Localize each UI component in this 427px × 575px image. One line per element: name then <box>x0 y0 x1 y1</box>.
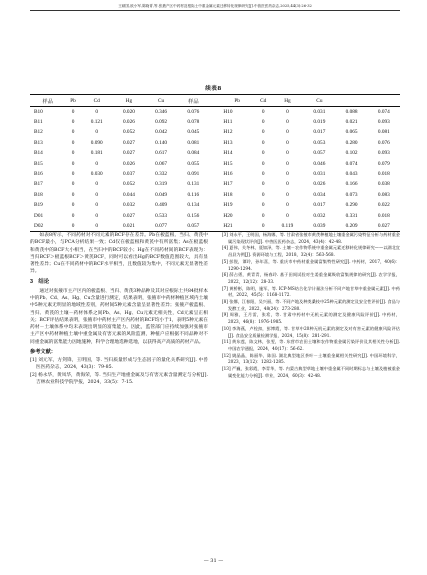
column-gap <box>209 107 219 117</box>
value-cell: 0.032 <box>122 202 135 209</box>
value-cell: 0.021 <box>122 222 135 229</box>
value-cell: 0.140 <box>155 139 168 146</box>
sample-id-cell: B14 <box>34 150 43 157</box>
sample-id-cell: H17 <box>223 181 233 188</box>
value-cell: 0.026 <box>122 160 135 167</box>
value-cell: 0.067 <box>155 160 168 167</box>
right-column <box>222 232 400 379</box>
value-cell: 0 <box>71 212 75 219</box>
column-gap <box>209 210 219 220</box>
value-cell: 0.078 <box>187 119 200 126</box>
column-gap <box>209 95 219 107</box>
reference-item: [6] 薛占勇，黄青青，杨春玲. 基于田间试验对生姜重金属吸收富集规律的研究[J]. 农学学报，2022，12(12)：28-33. <box>222 272 400 284</box>
value-cell: 0.074 <box>377 108 390 115</box>
value-cell: 0 <box>261 202 265 209</box>
value-cell: 0.046 <box>313 160 326 167</box>
value-cell: 0 <box>71 181 75 188</box>
sample-id-cell: B18 <box>34 191 43 198</box>
value-cell: 0 <box>71 171 75 178</box>
value-cell: 0.116 <box>187 191 200 198</box>
value-cell: 0 <box>261 150 265 157</box>
value-cell: 0.034 <box>313 191 326 198</box>
value-cell: 0 <box>286 119 289 126</box>
value-cell: 0 <box>286 150 289 157</box>
conclusion-paragraph: 通过对张掖市主产区内的板蓝根、当归、黄芪3种品种及其对应根际土共84批样本中的Pb、Cd、As、Hg、Cu含量进行测定，结果表明，张掖市中药材种植区域内土壤中5种元素无明显的地域性差别，药材间5种元素含量呈显著性差异；张掖产板蓝根、当归、黄芪的土壤－药材体系之间Pb、As、Hg、Cu元素无相关性，Cd元素呈正相关；BCF评估结果表明，张掖市中药材主产区内药材的BCF均小于1，表明5种元素在药材－土壤体系中均未表现出明显的富集能力。因此，监管部门应持续加强对张掖市主产区中药材种植土壤中重金属及有害元素的风险监测，种植户应根据不同品种对不同重金属的富集能力因地施种，科学合理地选种选地，以获得高产高质的药材产品。 <box>30 288 208 345</box>
value-cell: 0.031 <box>313 108 326 115</box>
value-cell: 0.065 <box>345 129 358 136</box>
column-gap <box>209 117 219 127</box>
reference-item: [5] 彭锐，谭玲，孙年喜，等. 重庆市中药材重金属富集特性研究[J]. 中药材，2017，40(6)：1290-1294. <box>222 258 400 271</box>
value-cell: 0.280 <box>345 139 358 146</box>
value-cell: 0.090 <box>90 139 103 146</box>
value-cell: 0.092 <box>155 119 168 126</box>
value-cell: 0.052 <box>122 181 135 188</box>
data-table <box>30 94 400 232</box>
sample-id-cell: H18 <box>223 191 233 198</box>
left-column <box>30 232 208 386</box>
sample-id-cell: D02 <box>34 222 44 229</box>
value-cell: 0 <box>261 119 265 126</box>
value-cell: 0 <box>286 191 289 198</box>
value-cell: 0 <box>286 129 289 136</box>
header-cell: Cd <box>93 97 100 104</box>
table-row <box>30 200 400 210</box>
sample-id-cell: B19 <box>34 202 43 209</box>
value-cell: 0.102 <box>345 150 358 157</box>
table-row <box>30 190 400 200</box>
value-cell: 0 <box>261 222 265 229</box>
value-cell: 0.018 <box>377 171 390 178</box>
value-cell: 0.076 <box>377 139 390 146</box>
reference-item: [13] 严巍，张彩霞，李青华，等. 内蒙古典型草地土壤中重金属不同时期标志与土壤及植被重金属变化能力分析[J]. 草业，2024，60(3)：42-48. <box>222 366 400 378</box>
column-gap <box>209 169 219 179</box>
header-cell: Cd <box>260 97 267 104</box>
value-cell: 0 <box>286 160 289 167</box>
value-cell: 0 <box>261 212 265 219</box>
value-cell: 0.166 <box>345 181 358 188</box>
sample-id-cell: H20 <box>223 212 233 219</box>
sample-id-cell: H10 <box>223 108 233 115</box>
header-cell: Hg <box>125 97 133 104</box>
value-cell: 0.156 <box>187 212 200 219</box>
value-cell: 0 <box>286 202 289 209</box>
value-cell: 0.053 <box>313 139 326 146</box>
value-cell: 0 <box>95 212 99 219</box>
reference-item: [2] 杨永华，黄凤华，黄海荣，等. 当归生产地重金属及与有害元素含量测定与分析[J]. 吉林农业科技学院学报，2024，33(5)：7-15. <box>30 372 208 385</box>
column-gap <box>209 221 219 231</box>
value-cell: 0 <box>71 222 75 229</box>
reference-item: [3] 刘永平，王明国，杨海娜，等. 甘肃省张掖市黄芪种植地土壤重金属污染特征分析与药材重金属污染现状评价[J]. 中兽医医药杂志，2024，43(4)：42-48. <box>222 232 400 244</box>
value-cell: 0.181 <box>90 150 103 157</box>
column-gap <box>209 138 219 148</box>
reference-item: [7] 黄桥彬，陈明，施军，等. ICP-MS结合化学计量法分析不同产地甘草中重金属元素[J]. 中药材，2022，45(5)：1168-1172. <box>222 285 400 298</box>
table-row <box>30 148 400 158</box>
value-cell: 0.042 <box>155 129 168 136</box>
value-cell: 0.533 <box>155 212 168 219</box>
value-cell: 0.091 <box>187 171 200 178</box>
value-cell: 0.081 <box>377 129 390 136</box>
value-cell: 0.017 <box>313 129 326 136</box>
value-cell: 0.052 <box>122 129 135 136</box>
table-row <box>30 221 400 231</box>
value-cell: 0.038 <box>377 181 390 188</box>
value-cell: 0.077 <box>155 222 168 229</box>
references-list-right <box>222 232 400 379</box>
table-header-row <box>30 95 400 107</box>
value-cell: 0.019 <box>313 119 326 126</box>
header-citation: 王硕国,欧小军,陈晓青,等.张掖产区中药材及根际土中重金属元素迁移转化规律研究[J].中兽医医药杂志,2025,44(3):26-32 <box>118 4 312 8</box>
value-cell: 0 <box>286 108 289 115</box>
value-cell: 0 <box>261 108 265 115</box>
value-cell: 0 <box>261 160 265 167</box>
header-cell: Pb <box>70 97 76 104</box>
value-cell: 0.055 <box>187 160 200 167</box>
value-cell: 0.081 <box>187 139 200 146</box>
sample-id-cell: B12 <box>34 129 43 136</box>
sample-id-cell: H14 <box>223 150 233 157</box>
value-cell: 0.290 <box>345 202 358 209</box>
column-gap <box>209 158 219 168</box>
value-cell: 0 <box>261 181 265 188</box>
table-row <box>30 117 400 127</box>
value-cell: 0 <box>95 202 99 209</box>
value-cell: 0.057 <box>187 222 200 229</box>
value-cell: 0.020 <box>122 108 135 115</box>
reference-item: [4] 夏伟，关冬林，聂如泽，等. 土壤－农作物系统中重金属元素迁移转化规律研究——以湖北宜昌县为例[J]. 资源环境与工程，2018，32(4)：563-568. <box>222 245 400 258</box>
value-cell: 0.037 <box>122 171 135 178</box>
column-gap <box>209 179 219 189</box>
value-cell: 0 <box>71 160 75 167</box>
table-body <box>30 107 400 232</box>
value-cell: 0.021 <box>345 119 358 126</box>
value-cell: 0.088 <box>345 108 358 115</box>
value-cell: 0.084 <box>187 150 200 157</box>
section-heading-conclusion: 3 结论 <box>30 278 50 285</box>
value-cell: 0 <box>95 191 99 198</box>
value-cell: 0.319 <box>155 181 168 188</box>
sample-id-cell: H13 <box>223 139 233 146</box>
value-cell: 0 <box>95 222 99 229</box>
value-cell: 0.027 <box>377 222 390 229</box>
value-cell: 0.027 <box>122 139 135 146</box>
sample-id-cell: H11 <box>223 119 233 126</box>
value-cell: 0.121 <box>90 119 103 126</box>
value-cell: 0 <box>261 171 265 178</box>
running-header <box>30 4 400 11</box>
page-number: — 31 — <box>203 558 224 564</box>
table-row <box>30 138 400 148</box>
value-cell: 0 <box>95 181 99 188</box>
value-cell: 0 <box>71 129 75 136</box>
value-cell: 0 <box>71 202 75 209</box>
value-cell: 0 <box>95 129 99 136</box>
value-cell: 0.026 <box>122 119 135 126</box>
value-cell: 0.409 <box>155 202 168 209</box>
value-cell: 0.134 <box>187 202 200 209</box>
value-cell: 0 <box>286 212 289 219</box>
table-row <box>30 179 400 189</box>
value-cell: 0 <box>95 108 99 115</box>
value-cell: 0.022 <box>377 202 390 209</box>
reference-item: [8] 张娜，江春阳，吴兴丽，等. 不同产地及种类桑枝中25种元素的测定及安全性评价[J]. 食品与发酵工业，2022，48(24)：273-280. <box>222 299 400 311</box>
value-cell: 0 <box>286 171 289 178</box>
value-cell: 0.018 <box>377 212 390 219</box>
value-cell: 0.026 <box>313 181 326 188</box>
table-row <box>30 107 400 117</box>
value-cell: 0 <box>95 160 99 167</box>
table-row <box>30 127 400 137</box>
header-cell: Pb <box>234 97 240 104</box>
sample-id-cell: H19 <box>223 202 233 209</box>
sample-id-cell: H12 <box>223 129 233 136</box>
value-cell: 0 <box>71 119 75 126</box>
header-cell: Cu <box>316 97 323 104</box>
header-cell: 样品 <box>188 98 199 105</box>
value-cell: 0.131 <box>187 181 200 188</box>
table-row <box>30 158 400 168</box>
value-cell: 0.031 <box>313 171 326 178</box>
value-cell: 0 <box>261 129 265 136</box>
reference-item: [1] 刘元军，方剑锋，王明国，等. 当归质量形成与生态因子的量化关系研究[J]. 中兽医医药杂志，2024，43(3)：79-85. <box>30 358 208 371</box>
value-cell: 0 <box>71 191 75 198</box>
value-cell: 0.076 <box>187 108 200 115</box>
value-cell: 0.119 <box>281 222 294 229</box>
value-cell: 0.032 <box>313 212 326 219</box>
sample-id-cell: B11 <box>34 119 43 126</box>
value-cell: 0.093 <box>377 150 390 157</box>
value-cell: 0.045 <box>187 129 200 136</box>
table-row <box>30 210 400 220</box>
value-cell: 0.027 <box>122 212 135 219</box>
column-gap <box>209 190 219 200</box>
value-cell: 0 <box>286 139 289 146</box>
column-gap <box>209 148 219 158</box>
header-cell: 样品 <box>42 98 54 105</box>
sample-id-cell: B10 <box>34 108 43 115</box>
value-cell: 0 <box>286 181 289 188</box>
value-cell: 0.027 <box>122 150 135 157</box>
value-cell: 0 <box>71 139 75 146</box>
value-cell: 0.043 <box>345 171 358 178</box>
value-cell: 0.057 <box>313 150 326 157</box>
value-cell: 0.209 <box>345 222 358 229</box>
value-cell: 0.332 <box>155 171 168 178</box>
table-row <box>30 169 400 179</box>
header-cell: Cu <box>158 97 165 104</box>
table-caption: 续表8 <box>205 86 222 92</box>
value-cell: 0 <box>71 150 75 157</box>
sample-id-cell: B16 <box>34 171 43 178</box>
reference-item: [9] 周雅，王月雷，张希，等. 甘肃中药材中无机元素的测定及健康风险评价[J]. 中药材，2023，46(8)：1976-1985. <box>222 312 400 325</box>
value-cell: 0.044 <box>122 191 135 198</box>
sample-id-cell: B17 <box>34 181 43 188</box>
sample-id-cell: H21 <box>223 222 233 229</box>
references-list-left <box>30 357 208 386</box>
reference-item: [12] 姚晶晶，陈丽华，陈国. 湖北典型地区茶叶－土壤重金属相关性研究[J]. 中国环境科学，2023，13(12)：1282-1285. <box>222 352 400 365</box>
sample-id-cell: B15 <box>34 160 43 167</box>
sample-id-cell: B13 <box>34 139 43 146</box>
column-gap <box>209 127 219 137</box>
value-cell: 0.039 <box>313 222 326 229</box>
sample-id-cell: H16 <box>223 171 233 178</box>
value-cell: 0 <box>261 191 265 198</box>
value-cell: 0.331 <box>345 212 358 219</box>
header-cell <box>335 95 367 107</box>
references-heading: 参考文献： <box>30 348 56 355</box>
value-cell: 0.049 <box>155 191 168 198</box>
reference-item: [11] 黄东莲，陈文林，张雯，等. 东营市农田土壤和农作物重金属污染评价及其相关性分析[J]. 中国农学通报，2024，40(17)：56-62. <box>222 339 400 351</box>
value-cell: 0.093 <box>377 119 390 126</box>
value-cell: 0.346 <box>155 108 168 115</box>
results-paragraph: 如表8所示，不同药材对不同元素的BCF存在差异。Pb在板蓝根、当归、黄芪中的BCF最小，与PCA分析结果一致；Cd仅在板蓝根和黄芪中有所富集；As在板蓝根和黄芪中的BCF大小相当，在当归中的BCF较小；Hg在不同药材间的BCF表现为：当归BCF＞板蓝根BCF＞黄芪BCF，同时可以看出Hg的BCF数值范围较大，具有显著性差异；Cu在不同药材中的BCF水平相当，且数值较为集中，不同元素无显著性差异。 <box>30 233 208 275</box>
value-cell: 0 <box>261 139 265 146</box>
value-cell: 0.617 <box>155 150 168 157</box>
reference-item: [10] 李海燕，卢栓扣，彭博霞，等. 甘草中20种无机元素的测定及对有害元素的健康风险评估[J]. 食品安全质量检测学报，2024，15(8)：281-291. <box>222 325 400 338</box>
sample-id-cell: D01 <box>34 212 44 219</box>
header-cell: Hg <box>284 97 291 104</box>
value-cell: 0.030 <box>90 171 103 178</box>
column-gap <box>209 200 219 210</box>
value-cell: 0.079 <box>377 160 390 167</box>
value-cell: 0.083 <box>377 191 390 198</box>
value-cell: 0.073 <box>345 191 358 198</box>
sample-id-cell: H15 <box>223 160 233 167</box>
value-cell: 0 <box>71 108 75 115</box>
value-cell: 0.074 <box>345 160 358 167</box>
value-cell: 0.017 <box>313 202 326 209</box>
